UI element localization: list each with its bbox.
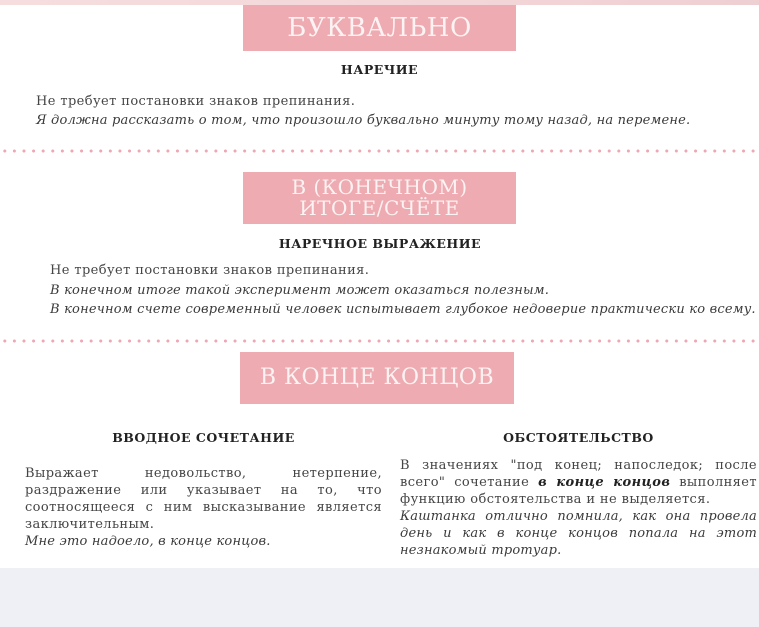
column-example: Мне это надоело, в конце концов.: [25, 534, 271, 549]
example-text: Я должна рассказать о том, что произошло буквально минуту тому назад, на перемене.: [36, 113, 691, 128]
column-heading-adverbial: ОБСТОЯТЕЛЬСТВО: [503, 430, 654, 445]
column-heading-introductory: ВВОДНОЕ СОЧЕТАНИЕ: [112, 430, 295, 445]
column-adverbial: [400, 457, 757, 559]
example-text: В конечном счете современный человек испытывает глубокое недоверие практически ко всему.: [50, 302, 756, 317]
rule-text: Не требует постановки знаков препинания.: [36, 94, 356, 109]
column-text-before: В значениях "под конец; напоследок; после всего" сочетание: [400, 458, 757, 490]
rule-text: Не требует постановки знаков препинания.: [50, 263, 370, 278]
example-text: В конечном итоге такой эксперимент может оказаться полезным.: [50, 283, 550, 298]
dotted-divider: [0, 149, 759, 153]
column-text: Выражает недовольство, нетерпение, раздражение или указывает на то, что соотносящееся с ним высказывание является заключительным.: [25, 466, 382, 532]
title-line-1: В (КОНЕЧНОМ): [291, 175, 468, 199]
column-text-after: выполняет функцию обстоятельства и не выделяется.: [400, 475, 757, 507]
title-banner-bukvalno: БУКВАЛЬНО: [243, 5, 516, 51]
dotted-divider: [0, 339, 759, 343]
footer-area: [0, 568, 759, 627]
highlighted-phrase: в конце концов: [538, 475, 671, 490]
column-example: Каштанка отлично помнила, как она провела день и как в конце концов попала на этот незнакомый тротуар.: [400, 509, 757, 558]
part-of-speech-label: НАРЕЧИЕ: [340, 62, 419, 77]
title-banner-v-kontse-kontsov: В КОНЦЕ КОНЦОВ: [240, 352, 514, 404]
title-banner-v-konechnom-itoge: [243, 172, 516, 224]
column-introductory: [25, 465, 382, 550]
part-of-speech-label: НАРЕЧНОЕ ВЫРАЖЕНИЕ: [278, 236, 482, 251]
title-line-2: ИТОГЕ/СЧЁТЕ: [299, 196, 460, 220]
